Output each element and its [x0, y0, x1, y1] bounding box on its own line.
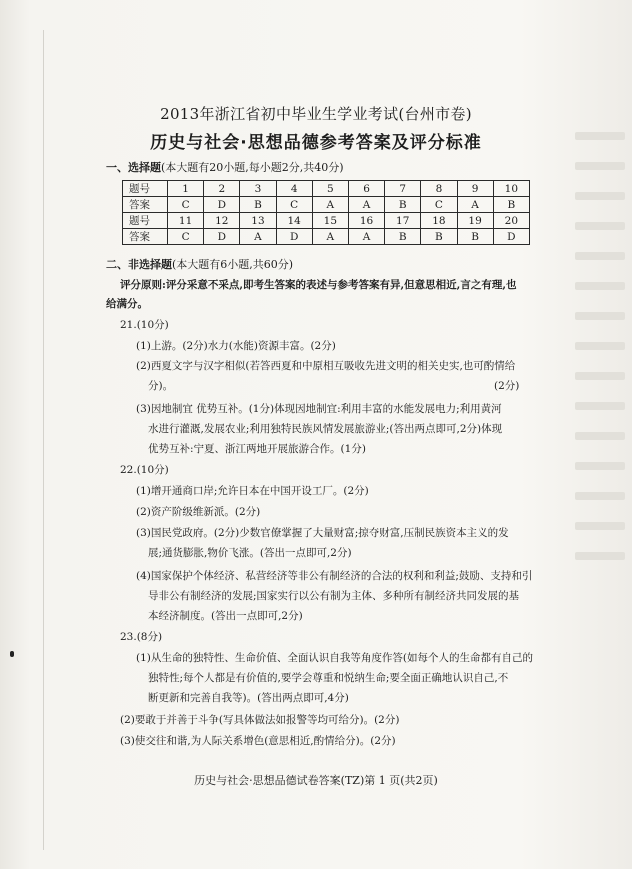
row-label-num: 题号 [123, 181, 168, 197]
answer-cell: B [385, 197, 421, 213]
question-number: 6 [348, 181, 384, 197]
section1-note: (本大题有20小题,每小题2分,共40分) [161, 161, 344, 174]
q23-title: 23.(8分) [120, 631, 163, 643]
table-row [123, 197, 530, 213]
question-number: 2 [204, 181, 240, 197]
q22-answer-2: (2)资产阶级维新派。(2分) [136, 506, 261, 518]
question-number: 12 [204, 213, 240, 229]
question-number: 19 [457, 213, 493, 229]
question-number: 9 [457, 181, 493, 197]
exam-title: 2013年浙江省初中毕业生学业考试(台州市卷) [160, 105, 472, 123]
answer-cell: B [385, 229, 421, 245]
question-number: 5 [312, 181, 348, 197]
q22-title: 22.(10分) [120, 464, 169, 476]
section2-note: (本大题有6小题,共60分) [172, 258, 294, 271]
page-footer: 历史与社会·思想品德试卷答案(TZ)第 1 页(共2页) [194, 774, 438, 787]
question-number: 20 [493, 213, 529, 229]
section2-heading [106, 256, 293, 272]
q23-answer-3: (3)使交往和谐,为人际关系增色(意思相近,酌情给分)。(2分) [120, 735, 396, 747]
answer-cell: D [204, 229, 240, 245]
section1-heading [106, 159, 344, 175]
q21-answer-2-score: (2分) [494, 380, 520, 392]
answer-cell: A [457, 197, 493, 213]
document-title: 历史与社会·思想品德参考答案及评分标准 [150, 133, 482, 153]
question-number: 1 [168, 181, 204, 197]
answer-cell: C [168, 229, 204, 245]
question-number: 11 [168, 213, 204, 229]
row-label-answer: 答案 [123, 197, 168, 213]
question-number: 8 [421, 181, 457, 197]
section1-label: 一、选择题 [106, 161, 161, 174]
question-number: 4 [276, 181, 312, 197]
question-number: 16 [348, 213, 384, 229]
answer-cell: C [276, 197, 312, 213]
row-label-answer: 答案 [123, 229, 168, 245]
q21-answer-1: (1)上游。(2分)水力(水能)资源丰富。(2分) [136, 340, 336, 352]
q21-answer-3-cont: 水进行灌溉,发展农业;利用独特民族风情发展旅游业;(答出两点即可,2分)体现 [148, 423, 503, 435]
answer-cell: B [240, 197, 276, 213]
q23-answer-1-cont: 独特性;每个人都是有价值的,要学会尊重和悦纳生命;要全面正确地认识自己,不 [148, 672, 509, 684]
section2-label: 二、非选择题 [106, 258, 172, 271]
question-number: 14 [276, 213, 312, 229]
q23-answer-2: (2)要敢于并善于斗争(写具体做法如报警等均可给分)。(2分) [120, 714, 400, 726]
q22-answer-4-cont: 导非公有制经济的发展;国家实行以公有制为主体、多种所有制经济共同发展的基 [148, 590, 520, 602]
page-fold-line [43, 30, 44, 850]
bleed-through-shadow [575, 110, 625, 610]
answer-table [122, 180, 530, 245]
answer-cell: D [204, 197, 240, 213]
row-label-num: 题号 [123, 213, 168, 229]
q21-answer-3: (3)因地制宜 优势互补。(1分)体现因地制宜:利用丰富的水能发展电力;利用黄河 [136, 403, 502, 415]
table-row [123, 181, 530, 197]
answer-cell: B [421, 229, 457, 245]
question-number: 3 [240, 181, 276, 197]
answer-cell: C [168, 197, 204, 213]
answer-cell: C [421, 197, 457, 213]
q22-answer-4: (4)国家保护个体经济、私营经济等非公有制经济的合法的权利和利益;鼓励、支持和引 [136, 570, 533, 582]
answer-cell: A [348, 197, 384, 213]
question-number: 17 [385, 213, 421, 229]
answer-cell: A [240, 229, 276, 245]
question-number: 7 [385, 181, 421, 197]
table-row [123, 229, 530, 245]
answer-cell: A [348, 229, 384, 245]
q21-answer-2-cont: 分)。 [148, 380, 174, 392]
q22-answer-3: (3)国民党政府。(2分)少数官僚掌握了大量财富;掠夺财富,压制民族资本主义的发 [136, 527, 509, 539]
question-number: 13 [240, 213, 276, 229]
answer-cell: B [493, 197, 529, 213]
q22-answer-3-cont: 展;通货膨胀,物价飞涨。(答出一点即可,2分) [148, 547, 352, 559]
scan-speck [10, 651, 14, 657]
answer-cell: B [457, 229, 493, 245]
question-number: 10 [493, 181, 529, 197]
q22-answer-1: (1)增开通商口岸;允许日本在中国开设工厂。(2分) [136, 485, 369, 497]
q23-answer-1-end: 断更新和完善自我等)。(答出两点即可,4分) [148, 692, 349, 704]
q21-answer-3-end: 优势互补:宁夏、浙江两地开展旅游合作。(1分) [148, 443, 366, 455]
q22-answer-4-end: 本经济制度。(答出一点即可,2分) [148, 610, 303, 622]
q21-answer-2: (2)西夏文字与汉字相似(若答西夏和中原相互吸收先进文明的相关史实,也可酌情给 [136, 360, 516, 372]
scoring-principle: 评分原则:评分采意不采点,即考生答案的表述与参考答案有异,但意思相近,言之有理,也 [120, 279, 517, 291]
answer-cell: A [312, 229, 348, 245]
q23-answer-1: (1)从生命的独特性、生命价值、全面认识自我等角度作答(如每个人的生命都有自己的 [136, 652, 533, 664]
scoring-principle-cont: 给满分。 [106, 298, 148, 310]
question-number: 18 [421, 213, 457, 229]
table-row [123, 213, 530, 229]
answer-cell: D [276, 229, 312, 245]
q21-title: 21.(10分) [120, 319, 169, 331]
answer-cell: D [493, 229, 529, 245]
question-number: 15 [312, 213, 348, 229]
answer-cell: A [312, 197, 348, 213]
